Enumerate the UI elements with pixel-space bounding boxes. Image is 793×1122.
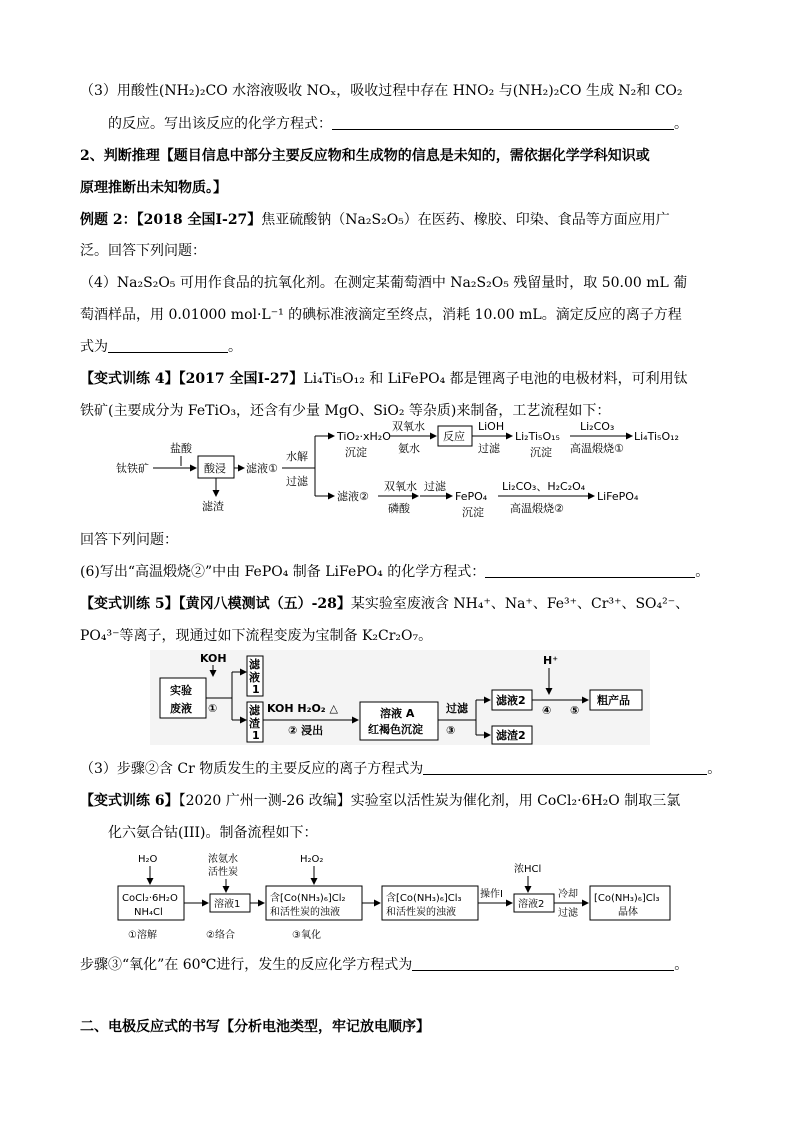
flow5-waste2: 废液 bbox=[170, 702, 192, 715]
flow4-filter3: 过滤 bbox=[424, 480, 446, 493]
example2-q4-line1: （4）Na₂S₂O₅ 可用作食品的抗氧化剂。在测定某葡萄酒中 Na₂S₂O₅ 残留量时，取 50.00 mL 葡 bbox=[80, 275, 688, 291]
flow6-cool: 冷却 bbox=[558, 889, 578, 900]
flow4-filtrate2: 滤液② bbox=[337, 490, 369, 503]
flow-diagram-cobalt bbox=[0, 850, 793, 942]
flow4-react: 反应 bbox=[443, 430, 465, 443]
flow4-fepo4: FePO₄ bbox=[455, 490, 488, 503]
flow6-step2: ②络合 bbox=[206, 930, 235, 941]
flow4-leach: 酸浸 bbox=[204, 462, 226, 475]
variant5-q3-answer-blank[interactable] bbox=[423, 774, 707, 775]
flow5-redppt: 红褐色沉淀 bbox=[368, 723, 423, 736]
flow4-li2co3: Li₂CO₃ bbox=[580, 420, 615, 433]
variant6-line2: 化六氨合钴(III)。制备流程如下： bbox=[108, 825, 318, 841]
flow5-residue1-c: 1 bbox=[252, 729, 260, 742]
flow5-step4: ④ bbox=[542, 704, 552, 717]
example2-heading: 例题 2：【2018 全国I-27】 bbox=[80, 212, 262, 228]
example2-line2: 泛。回答下列问题： bbox=[80, 243, 206, 259]
variant6-q-period: 。 bbox=[674, 957, 689, 973]
flow6-op1: 操作I bbox=[480, 889, 503, 900]
flow4-filter2: 过滤 bbox=[478, 442, 500, 455]
flow5-crude: 粗产品 bbox=[597, 694, 630, 707]
flow4-ppt3: 沉淀 bbox=[462, 506, 484, 519]
variant5-q3 bbox=[80, 762, 721, 776]
flow6-box4b: 和活性炭的浊液 bbox=[386, 907, 456, 918]
flow6-step1: ①溶解 bbox=[128, 930, 157, 941]
flow4-calc1: 高温煅烧① bbox=[570, 442, 624, 455]
flow4-h2o2: 双氧水 bbox=[392, 420, 425, 433]
flow5-solA: 溶液 A bbox=[380, 707, 415, 720]
flow4-ppt2: 沉淀 bbox=[530, 446, 552, 459]
flow4-h2o2b: 双氧水 bbox=[384, 480, 417, 493]
flow6-box1b: NH₄Cl bbox=[134, 907, 163, 918]
variant5-q3-prompt: （3）步骤②含 Cr 物质发生的主要反应的离子方程式为 bbox=[80, 761, 424, 777]
flow6-box1a: CoCl₂·6H₂O bbox=[122, 893, 178, 904]
flow6-sol2: 溶液2 bbox=[518, 899, 545, 910]
flow-diagram-titanium bbox=[0, 420, 793, 530]
flow6-prod-a: [Co(NH₃)₆]Cl₃ bbox=[594, 893, 660, 904]
flow6-box4a: 含[Co(NH₃)₆]Cl₃ bbox=[386, 893, 462, 904]
variant4-q6-prompt: (6)写出“高温煅烧②”中由 FePO₄ 制备 LiFePO₄ 的化学方程式： bbox=[80, 564, 486, 580]
flow6-nh3a: 浓氨水 bbox=[208, 854, 238, 865]
flow5-residue2: 滤渣2 bbox=[496, 729, 526, 742]
flow4-ammonia: 氨水 bbox=[398, 442, 420, 455]
variant4-q6-answer-blank[interactable] bbox=[485, 577, 695, 578]
variant4-q6 bbox=[80, 565, 709, 579]
variant6-heading: 【变式训练 6】 bbox=[80, 793, 179, 809]
variant4-heading: 【变式训练 4】【2017 全国I-27】 bbox=[80, 371, 304, 387]
flow5-filtrate2: 滤液2 bbox=[496, 694, 526, 707]
flow5-step2: ② 浸出 bbox=[288, 724, 324, 737]
q3-answer-blank[interactable] bbox=[332, 129, 674, 130]
flow4-reagents: Li₂CO₃、H₂C₂O₄ bbox=[502, 480, 586, 493]
variant4-q6-period: 。 bbox=[695, 564, 710, 580]
flow6-h2o: H₂O bbox=[138, 854, 158, 865]
flow6-box3b: 和活性炭的浊液 bbox=[270, 907, 340, 918]
flow5-filtrate1-b: 液 bbox=[249, 671, 260, 684]
flow4-calc2: 高温煅烧② bbox=[510, 502, 564, 515]
flow4-phos: 磷酸 bbox=[388, 502, 410, 515]
example2-q4-line3 bbox=[80, 340, 242, 354]
variant5-q3-period: 。 bbox=[707, 761, 722, 777]
flow6-sol1: 溶液1 bbox=[214, 899, 241, 910]
flow5-filtrate1-a: 滤 bbox=[249, 658, 260, 671]
variant5-line1 bbox=[80, 597, 689, 611]
variant6-line1 bbox=[80, 794, 680, 808]
flow4-lifepo4: LiFePO₄ bbox=[597, 490, 639, 503]
flow6-box3a: 含[Co(NH₃)₆]Cl₂ bbox=[270, 893, 346, 904]
variant4-line1 bbox=[80, 372, 688, 386]
section2-title-line1: 2、判断推理【题目信息中部分主要反应物和生成物的信息是未知的，需依据化学学科知识或 bbox=[80, 148, 650, 164]
variant6-q-prompt: 步骤③“氧化”在 60℃进行，发生的反应化学方程式为 bbox=[80, 957, 413, 973]
flow6-prod-b: 晶体 bbox=[618, 907, 638, 918]
flow4-hcl: 盐酸 bbox=[170, 442, 192, 455]
flow6-filt: 过滤 bbox=[558, 908, 578, 919]
flow5-hplus: H⁺ bbox=[543, 654, 559, 667]
variant5-line2: PO₄³⁻等离子，现通过如下流程变废为宝制备 K₂Cr₂O₇。 bbox=[80, 628, 433, 644]
q3-line2 bbox=[108, 117, 688, 131]
flow5-step1: ① bbox=[208, 702, 218, 715]
section-electrode-title: 二、电极反应式的书写【分析电池类型，牢记放电顺序】 bbox=[80, 1019, 430, 1035]
flow4-filter: 过滤 bbox=[286, 475, 308, 488]
flow5-koh: KOH bbox=[200, 652, 227, 665]
variant6-text: 【2020 广州一测-26 改编】实验室以活性炭为催化剂，用 CoCl₂·6H₂O 制取三氯 bbox=[178, 793, 681, 809]
flow5-step5: ⑤ bbox=[570, 704, 580, 717]
example2-q4-line2: 萄酒样品，用 0.01000 mol·L⁻¹ 的碘标准液滴定至终点，消耗 10.00 mL。滴定反应的离子方程 bbox=[80, 307, 682, 323]
flow5-filtrate1-c: 1 bbox=[252, 683, 260, 696]
flow6-nh3b: 活性炭 bbox=[208, 867, 238, 878]
flow5-residue1-b: 渣 bbox=[249, 717, 260, 730]
flow4-residue: 滤渣 bbox=[202, 500, 224, 513]
q3-prompt: 的反应。写出该反应的化学方程式： bbox=[108, 116, 332, 132]
flow4-tio2: TiO₂·xH₂O bbox=[337, 430, 391, 443]
flow4-filtrate1: 滤液① bbox=[246, 462, 278, 475]
flow4-li4ti5o12: Li₄Ti₅O₁₂ bbox=[634, 430, 679, 443]
example2-line1 bbox=[80, 213, 670, 227]
flow6-h2o2: H₂O₂ bbox=[300, 854, 324, 865]
flow5-reagents: KOH H₂O₂ △ bbox=[267, 702, 338, 715]
example2-q4-answer-blank[interactable] bbox=[108, 352, 228, 353]
flow4-ppt: 沉淀 bbox=[345, 446, 367, 459]
variant5-heading: 【变式训练 5】【黄冈八模测试（五）-28】 bbox=[80, 596, 351, 612]
example2-q4-prompt: 式为 bbox=[80, 339, 108, 355]
flow4-li2ti5o15: Li₂Ti₅O₁₅ bbox=[515, 430, 560, 443]
flow5-filter: 过滤 bbox=[446, 702, 468, 715]
flow5-residue1-a: 滤 bbox=[249, 704, 260, 717]
section2-title-line2: 原理推断出未知物质。】 bbox=[80, 180, 227, 196]
flow5-waste1: 实验 bbox=[170, 684, 192, 697]
variant5-text: 某实验室废液含 NH₄⁺、Na⁺、Fe³⁺、Cr³⁺、SO₄²⁻、 bbox=[350, 596, 690, 612]
flow-diagram-chromium bbox=[0, 650, 793, 745]
variant4-line2: 铁矿(主要成分为 FeTiO₃，还含有少量 MgO、SiO₂ 等杂质)来制备，工艺流程如下： bbox=[80, 403, 611, 419]
variant4-text: Li₄Ti₅O₁₂ 和 LiFePO₄ 都是锂离子电池的电极材料，可利用钛 bbox=[303, 371, 688, 387]
example2-q4-period: 。 bbox=[228, 339, 242, 355]
flow4-lioh: LiOH bbox=[478, 420, 505, 433]
flow6-hcl: 浓HCl bbox=[514, 864, 542, 875]
variant4-answer-intro: 回答下列问题： bbox=[80, 532, 178, 548]
flow5-step3: ③ bbox=[446, 724, 456, 737]
example2-text: 焦亚硫酸钠（Na₂S₂O₅）在医药、橡胶、印染、食品等方面应用广 bbox=[261, 212, 670, 228]
flow6-step3: ③氧化 bbox=[292, 930, 321, 941]
q3-line1: （3）用酸性(NH₂)₂CO 水溶液吸收 NOₓ，吸收过程中存在 HNO₂ 与(NH₂)₂CO 生成 N₂和 CO₂ bbox=[80, 83, 683, 99]
flow4-hydrolysis: 水解 bbox=[286, 450, 308, 463]
variant6-question bbox=[80, 958, 688, 972]
variant6-answer-blank[interactable] bbox=[412, 970, 674, 971]
flow4-ore: 钛铁矿 bbox=[116, 462, 149, 475]
q3-period: 。 bbox=[674, 116, 688, 132]
